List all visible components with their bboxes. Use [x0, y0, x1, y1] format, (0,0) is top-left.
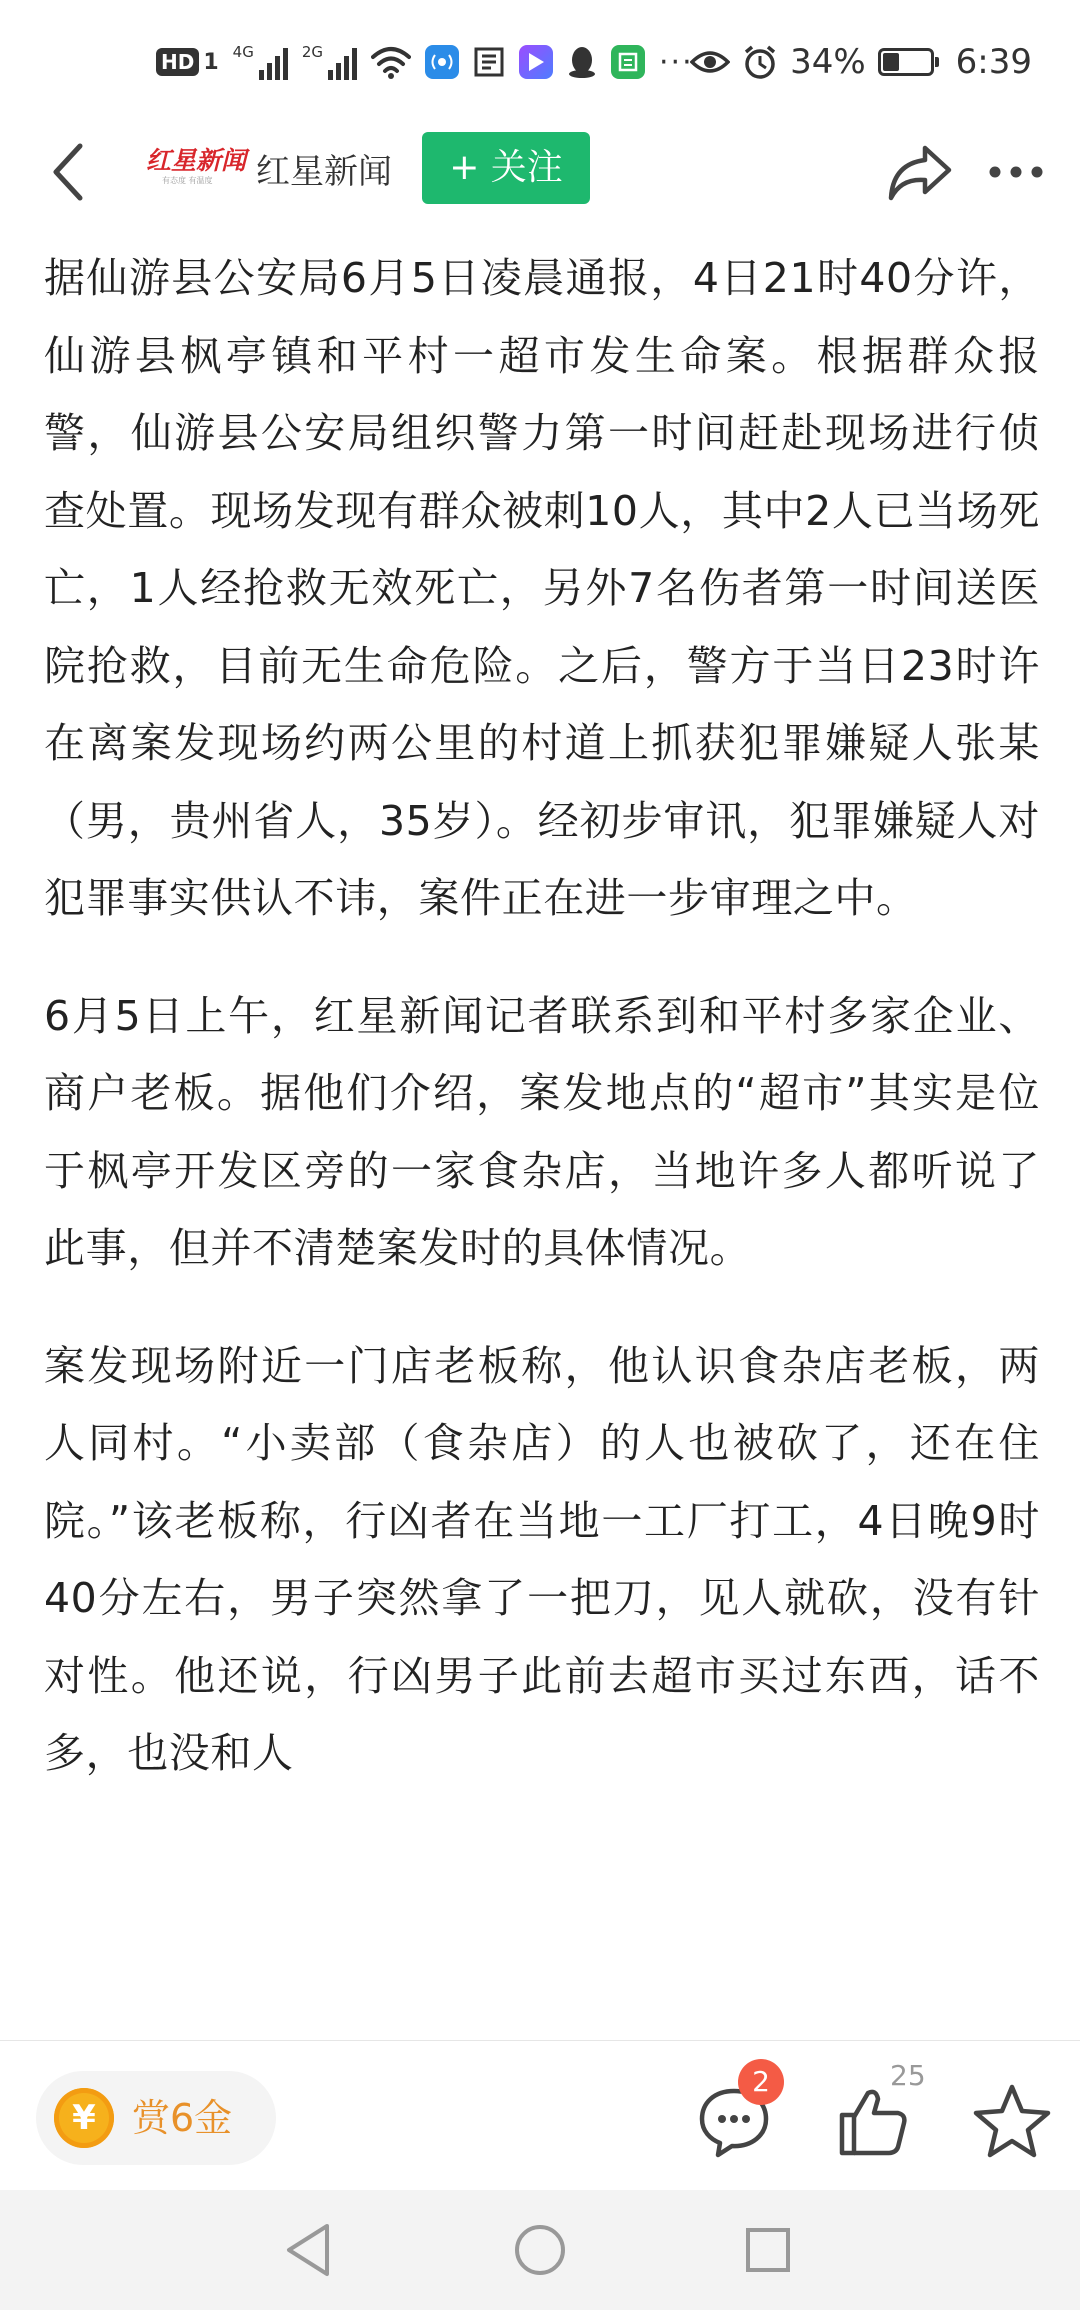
nav-back-button[interactable]: [268, 2210, 348, 2290]
share-icon: [887, 142, 953, 202]
clock-time: 6:39: [955, 42, 1032, 82]
article-header: [0, 120, 1080, 220]
more-options-button[interactable]: [978, 134, 1054, 210]
logo-tagline: 有态度 有温度: [162, 176, 213, 185]
nav-home-button[interactable]: [500, 2210, 580, 2290]
more-notifications-icon: ···: [659, 44, 694, 80]
hd-voice-icon: [156, 48, 219, 76]
circle-home-icon: [512, 2222, 568, 2278]
coin-icon: ¥: [54, 2088, 114, 2148]
article-paragraph-2: 6月5日上午，红星新闻记者联系到和平村多家企业、商户老板。据他们介绍，案发地点的“超市”其实是位于枫亭开发区旁的一家食杂店，当地许多人都听说了此事，但并不清楚案发时的具体情况。: [44, 991, 1040, 1272]
reward-label: 赏6金: [132, 2096, 233, 2140]
article-paragraph-3: 案发现场附近一门店老板称，他认识食杂店老板，两人同村。“小卖部（食杂店）的人也被砍了，还在住院。”该老板称，行凶者在当地一工厂打工，4日晚9时40分左右，男子突然拿了一把刀，见人就砍，没有针对性。他还说，行凶男子此前去超市买过东西，话不多，也没和人: [44, 1341, 1040, 1777]
radio-app-icon: [425, 45, 459, 79]
reward-button[interactable]: [36, 2071, 276, 2165]
battery-icon: [878, 48, 934, 76]
signal-2g-label: 2G: [301, 43, 323, 61]
qq-icon: [567, 45, 597, 79]
thumbs-up-icon: [836, 2083, 912, 2159]
source-logo[interactable]: [146, 146, 247, 198]
hd-label: HD: [156, 48, 199, 76]
signal-4g-label: 4G: [232, 43, 254, 61]
chevron-left-icon: [48, 142, 88, 202]
signal-4g-icon: [233, 44, 288, 80]
triangle-back-icon: [283, 2222, 333, 2278]
system-nav-bar: [0, 2190, 1080, 2310]
reader-app-icon: [473, 45, 505, 79]
eye-comfort-icon: [690, 47, 730, 77]
share-button[interactable]: [882, 134, 958, 210]
status-bar: [0, 0, 1080, 120]
comment-count-badge: 2: [738, 2059, 784, 2105]
news-app-icon: [611, 45, 645, 79]
logo-text: 红星新闻: [146, 146, 247, 175]
signal-2g-icon: [302, 44, 357, 80]
wifi-icon: [371, 45, 411, 79]
hd-sub-label: 1: [203, 49, 219, 75]
like-button[interactable]: [836, 2083, 912, 2159]
star-icon: [972, 2081, 1052, 2161]
more-dots-icon: [988, 165, 1044, 179]
nav-recents-button[interactable]: [728, 2210, 808, 2290]
back-button[interactable]: [28, 132, 108, 212]
favorite-button[interactable]: [972, 2081, 1052, 2161]
alarm-icon: [742, 44, 778, 80]
battery-percent: 34%: [790, 42, 866, 82]
status-left-icons: [156, 36, 694, 88]
article-body: [44, 240, 1040, 1833]
status-right-icons: [690, 36, 1032, 88]
video-app-icon: [519, 45, 553, 79]
source-name[interactable]: 红星新闻: [256, 152, 392, 192]
like-count: 25: [890, 2059, 926, 2092]
square-recents-icon: [743, 2225, 793, 2275]
follow-button[interactable]: + 关注: [422, 132, 590, 204]
bottom-action-bar: [0, 2040, 1080, 2191]
article-paragraph-1: 据仙游县公安局6月5日凌晨通报，4日21时40分许，仙游县枫亭镇和平村一超市发生命案。根据群众报警，仙游县公安局组织警力第一时间赶赴现场进行侦查处置。现场发现有群众被刺10人，其中2人已当场死亡，1人经抢救无效死亡，另外7名伤者第一时间送医院抢救，目前无生命危险。之后，警方于当日23时许在离案发现场约两公里的村道上抓获犯罪嫌疑人张某（男，贵州省人，35岁）。经初步审讯，犯罪嫌疑人对犯罪事实供认不讳，案件正在进一步审理之中。: [44, 254, 1040, 922]
